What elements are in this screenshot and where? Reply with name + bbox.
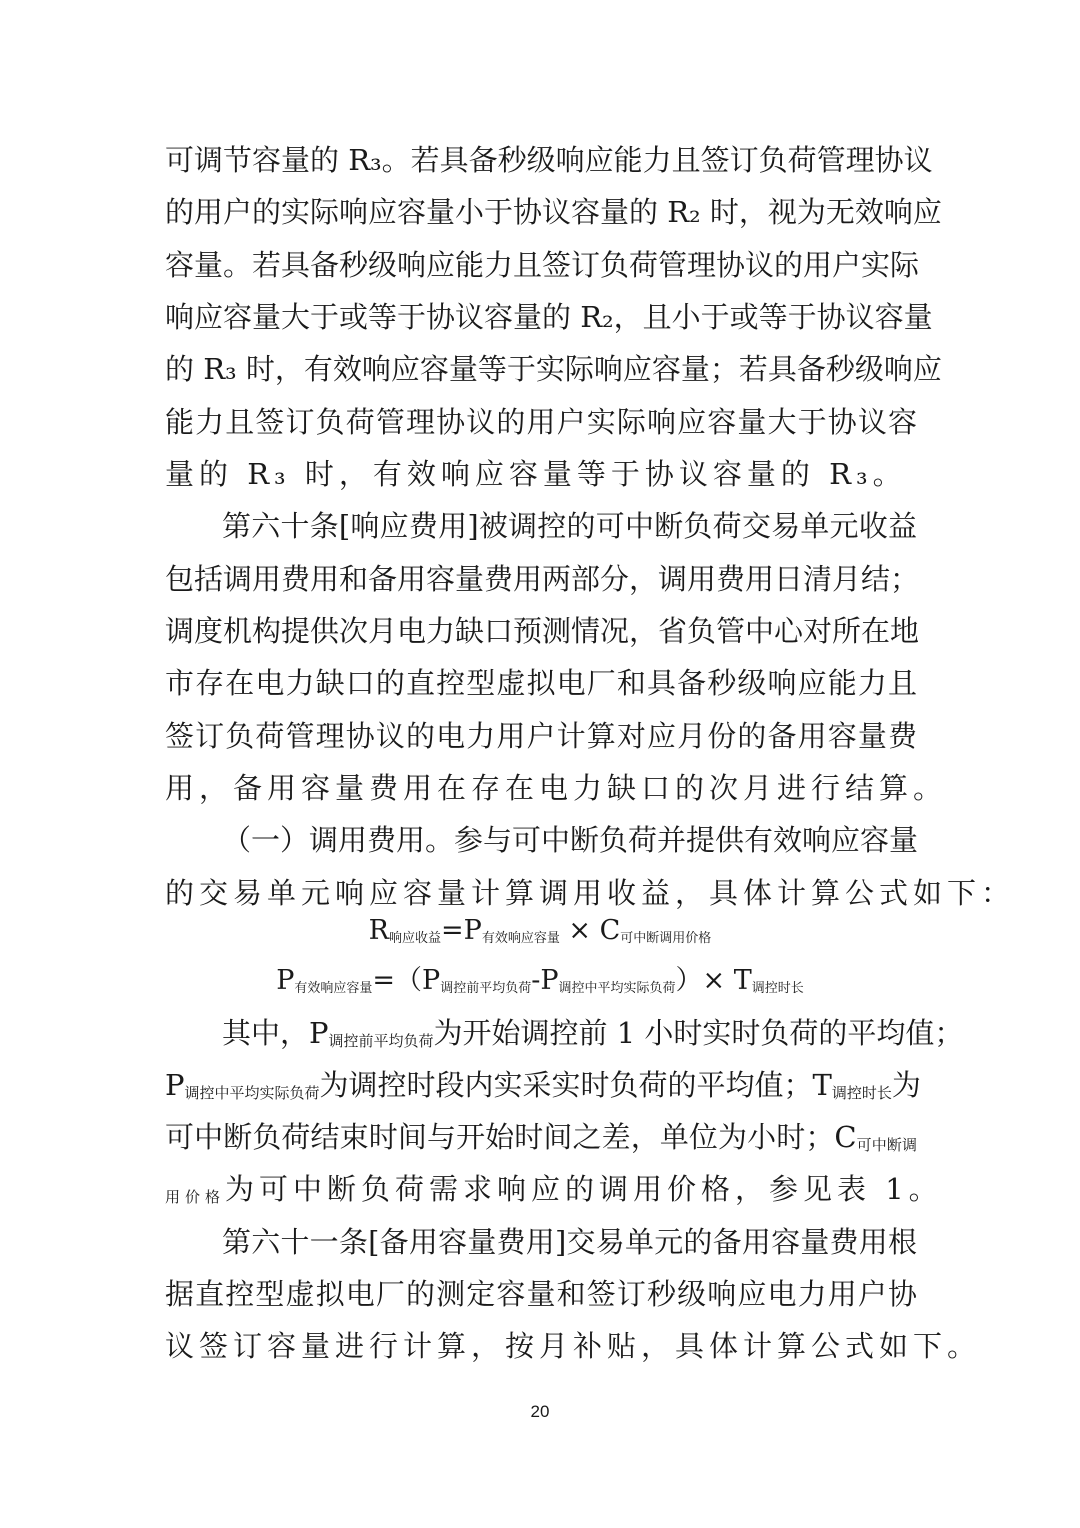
body-line: 的用户的实际响应容量小于协议容量的 R₂ 时，视为无效响应 (165, 195, 942, 229)
formula-effective-capacity: P有效响应容量=（P调控前平均负荷-P调控中平均实际负荷）× T调控时长 (276, 965, 804, 996)
body-line: 的交易单元响应容量计算调用收益，具体计算公式如下： (165, 876, 1016, 910)
body-line: 的 R₃ 时，有效响应容量等于实际响应容量；若具备秒级响应 (165, 352, 942, 386)
explain-line: 其中，$P_{调控前平均负荷}$为开始调控前 1 小时实时负荷的平均值； (222, 1016, 964, 1050)
body-line: 量的 R₃ 时，有效响应容量等于协议容量的 R₃。 (165, 457, 907, 491)
body-line: 可调节容量的 R₃。若具备秒级响应能力且签订负荷管理协议 (165, 143, 933, 177)
body-line: 用，备用容量费用在存在电力缺口的次月进行结算。 (165, 771, 948, 805)
page-number: 20 (530, 1402, 550, 1421)
body-line: 据直控型虚拟电厂的测定容量和签订秒级响应电力用户协 (165, 1277, 917, 1311)
body-line: 能力且签订负荷管理协议的用户实际响应容量大于协议容 (165, 405, 917, 439)
body-line: 签订负荷管理协议的电力用户计算对应月份的备用容量费 (165, 719, 917, 753)
explain-line: $_{用价格}$为可中断负荷需求响应的调用价格，参见表 1。 (165, 1172, 943, 1206)
body-line: 容量。若具备秒级响应能力且签订负荷管理协议的用户实际 (165, 248, 920, 282)
article-60-heading-line: 第六十条[响应费用]被调控的可中断负荷交易单元收益 (222, 509, 917, 543)
article-61-heading-line: 第六十一条[备用容量费用]交易单元的备用容量费用根 (222, 1225, 917, 1259)
explain-line: 可中断负荷结束时间与开始时间之差，单位为小时；$C_{可中断调}$ (165, 1120, 917, 1154)
formula-revenue: R响应收益=P有效响应容量 × C可中断调用价格 (368, 915, 712, 946)
body-line: 响应容量大于或等于协议容量的 R₂，且小于或等于协议容量 (165, 300, 933, 334)
body-line: 市存在电力缺口的直控型虚拟电厂和具备秒级响应能力且 (165, 666, 917, 700)
body-line: 包括调用费用和备用容量费用两部分，调用费用日清月结； (165, 562, 920, 596)
body-line: 议签订容量进行计算，按月补贴，具体计算公式如下。 (165, 1329, 982, 1363)
explain-line: $P_{调控中平均实际负荷}$为调控时段内实采实时负荷的平均值；$T_{调控时长}$为 (165, 1068, 921, 1102)
body-line: 调度机构提供次月电力缺口预测情况，省负管中心对所在地 (165, 614, 920, 648)
section-1-heading-line: （一）调用费用。参与可中断负荷并提供有效响应容量 (222, 823, 919, 857)
